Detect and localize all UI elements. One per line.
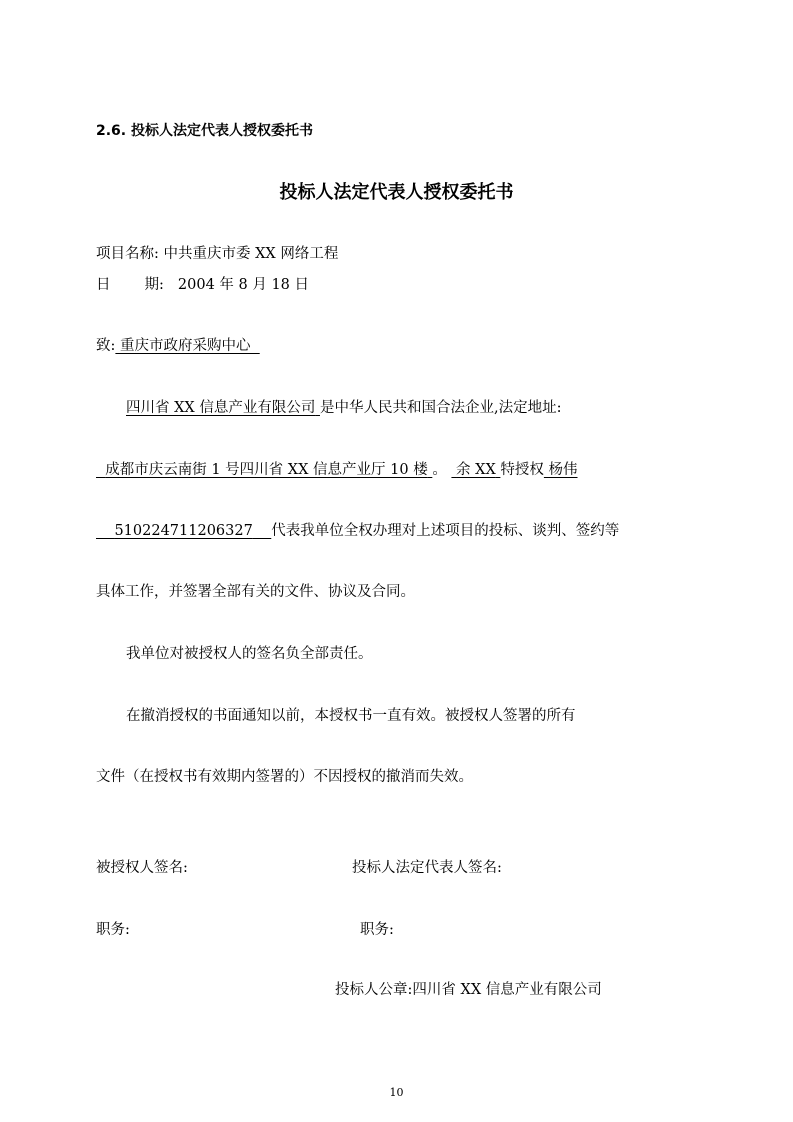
recipient-line [96,334,260,355]
agent-signature-label: 被授权人签名: [96,860,188,876]
grantor-name: 余 XX [456,462,496,478]
seal-line [335,978,602,999]
paragraph-2: 我单位对被授权人的签名负全部责任。 [126,646,373,662]
document-title: 投标人法定代表人授权委托书 [279,182,514,203]
date-label-1: 日 [96,277,111,293]
page-number: 10 [389,1086,404,1099]
agent-id-number: 510224711206327 [114,523,253,539]
seal-label: 投标人公章: [335,982,413,998]
separator: 。 [432,462,447,478]
company-address: 成都市庆云南街 1 号四川省 XX 信息产业厅 10 楼 [105,462,428,478]
representative-signature-label: 投标人法定代表人签名: [352,860,502,876]
paragraph-3-line-1: 在撤消授权的书面通知以前，本授权书一直有效。被授权人签署的所有 [126,708,576,724]
project-value: 中共重庆市委 XX 网络工程 [163,246,339,262]
body-text-1: 是中华人民共和国合法企业,法定地址: [319,400,562,416]
body-line-4: 具体工作，并签署全部有关的文件、协议及合同。 [96,584,415,600]
body-line-3 [96,519,619,540]
body-line-2 [96,458,578,479]
recipient-label: 致: [96,338,116,354]
body-line-1 [126,396,561,417]
authorize-text: 特授权 [500,462,544,478]
project-line [96,242,338,263]
agent-title-label: 职务: [96,922,130,938]
date-line [96,273,309,294]
date-label-2: 期: [144,277,164,293]
project-label: 项目名称: [96,246,159,262]
agent-name: 杨伟 [548,462,578,478]
date-value: 2004 年 8 月 18 日 [177,277,310,293]
section-heading: 2.6. 投标人法定代表人授权委托书 [96,123,313,139]
body-text-3: 代表我单位全权办理对上述项目的投标、谈判、签约等 [271,523,620,539]
representative-title-label: 职务: [360,922,394,938]
recipient-value: 重庆市政府采购中心 [120,338,251,354]
paragraph-3-line-2: 文件（在授权书有效期内签署的）不因授权的撤消而失效。 [96,769,473,785]
seal-company: 四川省 XX 信息产业有限公司 [412,982,602,998]
company-name: 四川省 XX 信息产业有限公司 [126,400,316,416]
